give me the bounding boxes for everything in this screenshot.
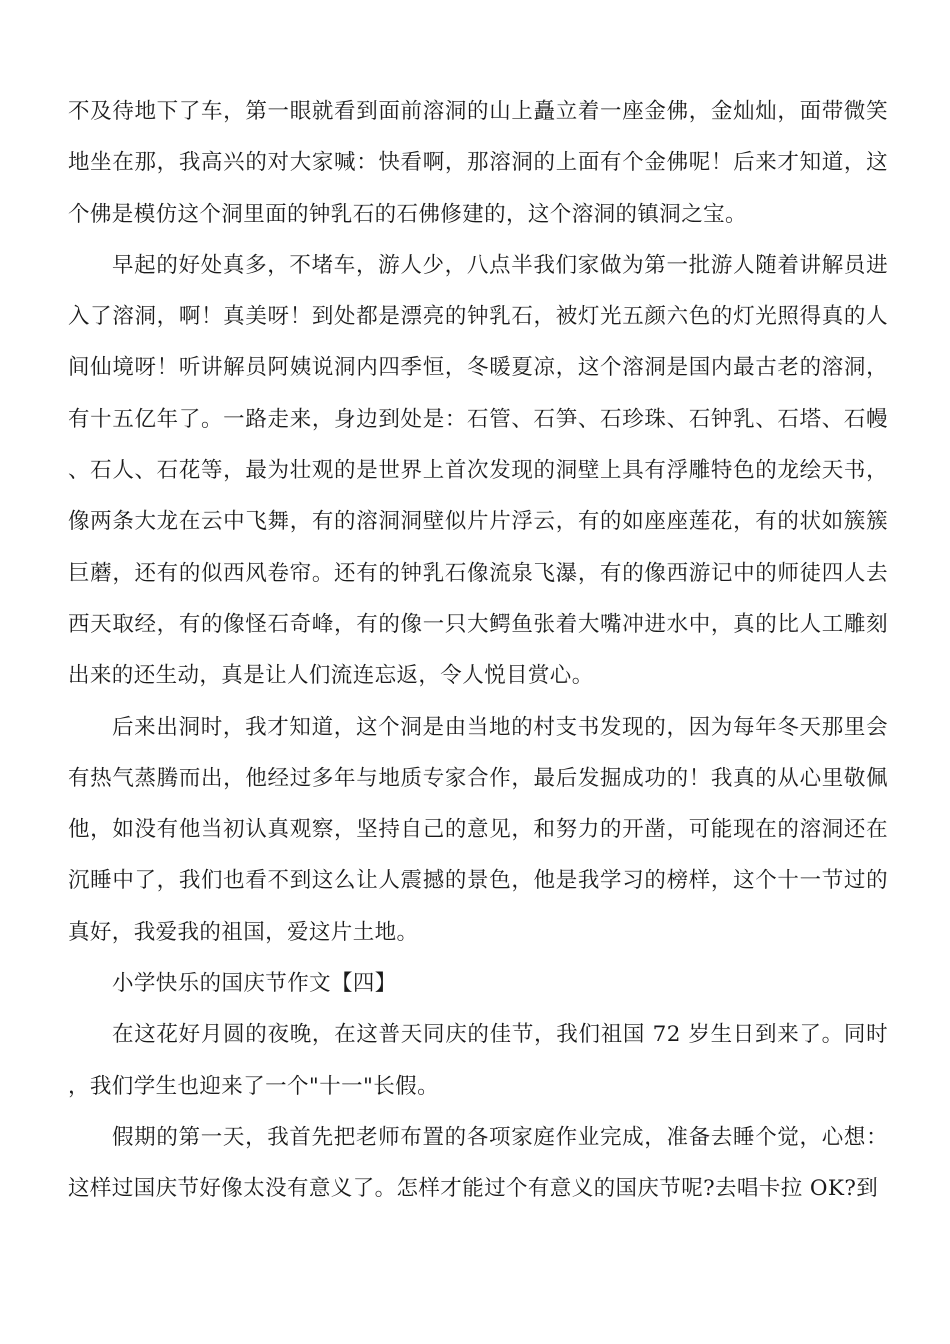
paragraph-cave-arrival: 不及待地下了车，第一眼就看到面前溶洞的山上矗立着一座金佛，金灿灿，面带微笑地坐在那，我高兴的对大家喊：快看啊，那溶洞的上面有个金佛呢！后来才知道，这个佛是模仿这个洞里面的钟乳石的石佛修建的，这个溶洞的镇洞之宝。 bbox=[68, 99, 888, 227]
document-body bbox=[68, 86, 888, 1215]
paragraph-cave-tour: 早起的好处真多，不堵车，游人少，八点半我们家做为第一批游人随着讲解员进入了溶洞，啊！真美呀！到处都是漂亮的钟乳石，被灯光五颜六色的灯光照得真的人间仙境呀！听讲解员阿姨说洞内四季恒，冬暖夏凉，这个溶洞是国内最古老的溶洞，有十五亿年了。一路走来，身边到处是：石管、石笋、石珍珠、石钟乳、石塔、石幔、石人、石花等，最为壮观的是世界上首次发现的洞壁上具有浮雕特色的龙绘天书，像两条大龙在云中飞舞，有的溶洞洞壁似片片浮云，有的如座座莲花，有的状如簇簇巨蘑，还有的似西风卷帘。还有的钟乳石像流泉飞瀑，有的像西游记中的师徒四人去西天取经，有的像怪石奇峰，有的像一只大鳄鱼张着大嘴冲进水中，真的比人工雕刻出来的还生动，真是让人们流连忘返，令人悦目赏心。 bbox=[68, 252, 888, 689]
paragraph-national-day-intro: 在这花好月圆的夜晚，在这普天同庆的佳节，我们祖国 72 岁生日到来了。同时，我们学生也迎来了一个"十一"长假。 bbox=[68, 1022, 888, 1099]
paragraph-cave-discovery: 后来出洞时，我才知道，这个洞是由当地的村支书发现的，因为每年冬天那里会有热气蒸腾而出，他经过多年与地质专家合作，最后发掘成功的！我真的从心里敬佩他，如没有他当初认真观察，坚持自己的意见，和努力的开凿，可能现在的溶洞还在沉睡中了，我们也看不到这么让人震撼的景色，他是我学习的榜样，这个十一节过的真好，我爱我的祖国，爱这片土地。 bbox=[68, 714, 888, 945]
paragraph-holiday-first-day: 假期的第一天，我首先把老师布置的各项家庭作业完成，准备去睡个觉，心想：这样过国庆节好像太没有意义了。怎样才能过个有意义的国庆节呢?去唱卡拉 OK?到 bbox=[68, 1124, 888, 1202]
section-heading: 小学快乐的国庆节作文【四】 bbox=[112, 971, 397, 997]
